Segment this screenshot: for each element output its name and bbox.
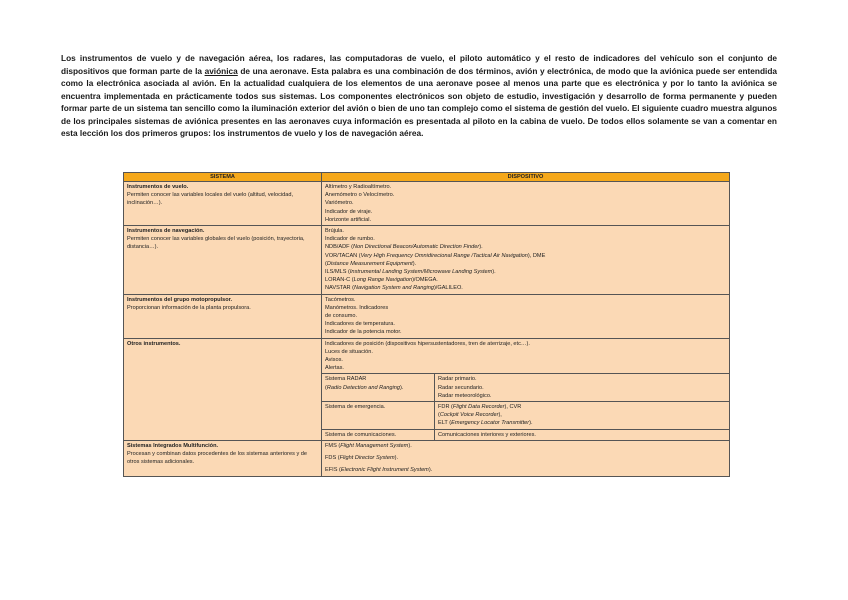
list-item: (Distance Measurement Equipment). [325, 260, 417, 267]
list-item: FDS (Flight Director System). [325, 455, 399, 462]
category-title: Instrumentos del grupo motopropulsor. [127, 296, 233, 303]
list-item: NAVSTAR (Navigation System and Ranging)/GALILEO. [325, 285, 463, 292]
header-device: DISPOSITIVO [322, 173, 730, 182]
list-item: Tacómetros. [325, 296, 356, 303]
device-list [322, 182, 730, 226]
intro-text-2: de una aeronave. Esta palabra es una combinación de dos términos, avión y electrónica, de modo que la aviónica puede ser entendida como la electrónica asociada al avión. En la actualidad cualquiera de los elementos de una aeronave posee al menos una parte que es electrónica y por lo tanto la aviónica se encuentra implementada en prácticamente todos sus sistemas. Los componentes electrónicos son objeto de estudio, investigación y desarrollo de forma permanente y pueden formar parte de un sistema tan sencillo como la iluminación exterior del avión o bien de uno tan complejo como el sistema de gestión del vuelo. El siguiente cuadro muestra algunos de los principales sistemas de aviónica presentes en las aeronaves cuya información es presentada al piloto en la cabina de vuelo. De todos ellos solamente se van a comentar en esta lección los dos primeros grupos: los instrumentos de vuelo y los de navegación aérea. [61, 65, 778, 138]
list-item: Indicadores de temperatura. [325, 321, 395, 328]
device-list [322, 294, 730, 338]
list-item: VOR/TACAN (Very High Frequency Omnidirecional Range /Tactical Air Navigation), DME [325, 252, 546, 259]
table-row [124, 294, 730, 338]
emergency-system-name: Sistema de emergencia. [322, 402, 435, 430]
list-item: Radar primario. [438, 376, 477, 383]
category-title: Instrumentos de vuelo. [127, 184, 189, 190]
list-item: Indicador de rumbo. [325, 236, 375, 243]
list-item: LORAN-C (Long Range Navigation)/OMEGA. [325, 277, 438, 284]
intro-text-1: Los instrumentos de vuelo y de navegación aérea, los radares, las computadoras de vuelo, el piloto automático y el resto de indicadores del vehículo son el conjunto de dispositivos que forman parte de la [61, 53, 777, 76]
table-row [124, 440, 730, 476]
avionics-table [123, 172, 730, 477]
table-row [124, 338, 730, 374]
list-item: Anemómetro o Velocímetro. [325, 192, 395, 199]
category-desc: Procesan y combinan datos procedentes de los sistemas anteriores y de otros sistemas adicionales. [127, 451, 308, 466]
category-title: Otros instrumentos. [127, 340, 181, 347]
list-item: FMS (Flight Management System). [325, 442, 412, 449]
communications-desc: Comunicaciones interiores y exteriores. [435, 429, 730, 440]
intro-paragraph [61, 52, 777, 140]
emergency-list [435, 402, 730, 430]
header-system: SISTEMA [124, 173, 322, 182]
list-item: Variómetro. [325, 200, 354, 207]
list-item: Horizonte artificial. [325, 216, 372, 223]
communications-system-name: Sistema de comunicaciones. [322, 429, 435, 440]
list-item: Brújula. [325, 228, 344, 235]
list-item: de consumo. [325, 313, 358, 320]
category-other-instruments [124, 338, 322, 440]
category-powerplant-instruments [124, 294, 322, 338]
category-navigation-instruments [124, 226, 322, 295]
category-flight-instruments [124, 182, 322, 226]
list-item: Indicadores de posición (dispositivos hipersustentadores, tren de aterrizaje, etc…). [325, 340, 530, 347]
list-item: FDR (Flight Data Recorder), CVR [438, 404, 522, 411]
list-item: Altímetro y Radioaltímetro. [325, 184, 392, 190]
category-desc: Permiten conocer las variables locales del vuelo (altitud, velocidad, inclinación…). [127, 192, 294, 207]
radar-system-name: Sistema RADAR (Radio Detection and Ranging). [322, 374, 435, 402]
list-item: Indicador de la potencia motor. [325, 329, 402, 336]
list-item: Luces de situación. [325, 348, 373, 355]
list-item: EFIS (Electronic Flight Instrument System). [325, 467, 433, 474]
list-item: Avisos. [325, 357, 343, 364]
list-item: (Cockpit Voice Recorder), [438, 412, 502, 419]
list-item: Indicador de viraje. [325, 208, 373, 215]
device-list [322, 226, 730, 295]
list-item: Radar secundario. [438, 384, 484, 391]
device-list [322, 440, 730, 476]
table-header-row [124, 173, 730, 182]
table-row [124, 226, 730, 295]
list-item: NDB/ADF (Non Directional Beacon/Automatic Direction Finder). [325, 244, 483, 251]
table-row [124, 182, 730, 226]
radar-list [435, 374, 730, 402]
list-item: ILS/MLS (Instrumental Landing System/Microwave Landing System). [325, 269, 496, 276]
category-title: Sistemas Integrados Multifunción. [127, 442, 219, 449]
category-desc: Proporcionan información de la planta propulsora. [127, 304, 251, 311]
list-item: Alertas. [325, 365, 344, 372]
list-item: Manómetros. Indicadores [325, 304, 389, 311]
category-desc: Permiten conocer las variables globales del vuelo (posición, trayectoria, distancia…). [127, 236, 305, 251]
category-title: Instrumentos de navegación. [127, 228, 205, 235]
device-list [322, 338, 730, 374]
list-item: ELT (Emergency Locator Transmitter). [438, 420, 533, 427]
avionica-term: aviónica [204, 65, 238, 76]
list-item: Radar meteorológico. [438, 392, 492, 399]
category-integrated-systems [124, 440, 322, 476]
